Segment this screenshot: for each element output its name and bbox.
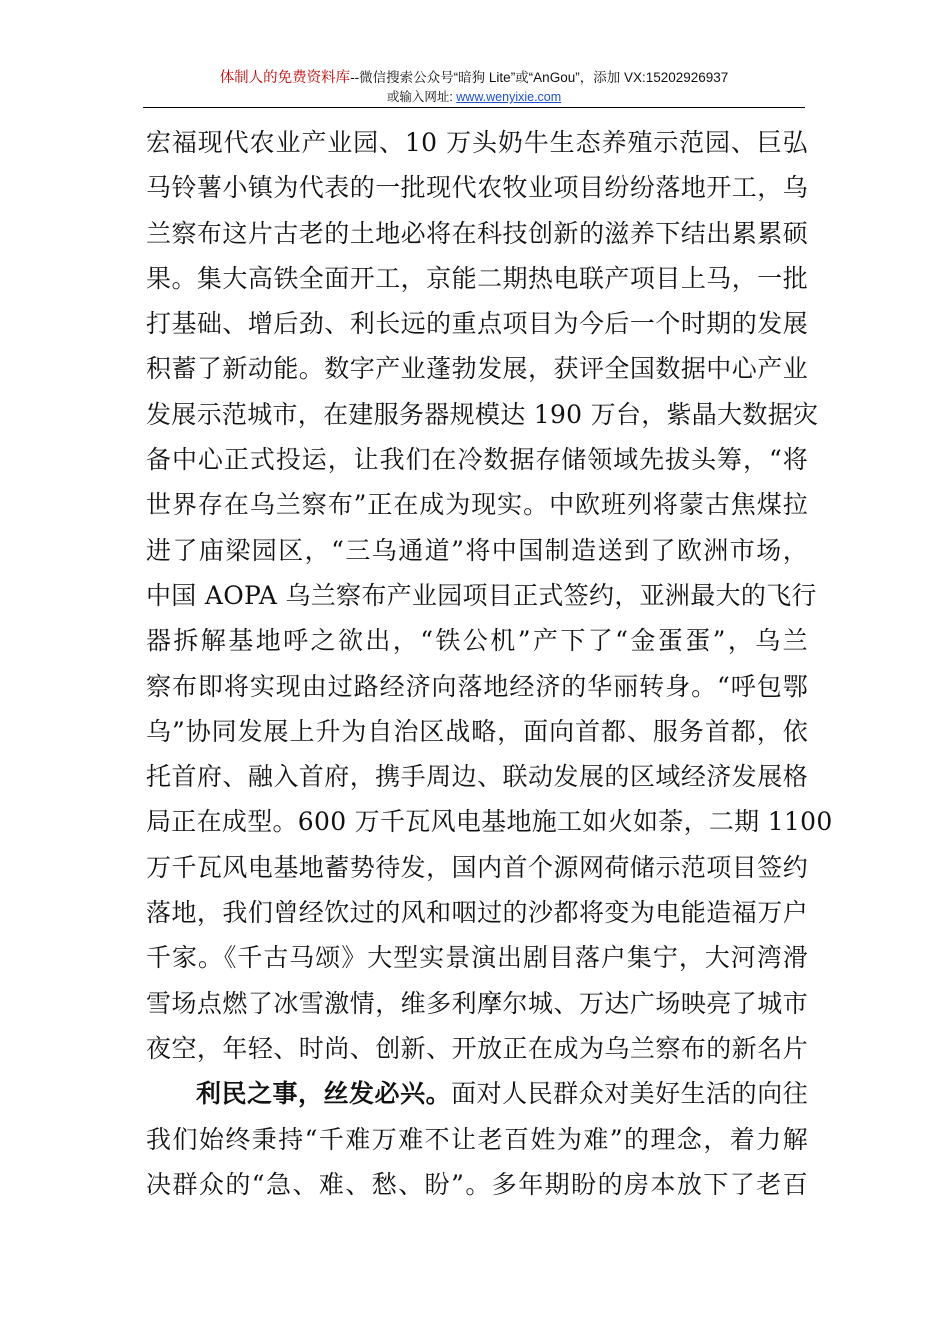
header-url-line	[143, 88, 805, 106]
text-line: 托首府、融入首府，携手周边、联动发展的区域经济发展格	[146, 762, 808, 792]
paragraph-lead-rest: 面对人民群众对美好生活的向往	[451, 1079, 808, 1109]
paragraph-lead: 利民之事，丝发必兴。	[196, 1079, 452, 1109]
text-line: 决群众的“急、难、愁、盼”。多年期盼的房本放下了老百	[146, 1169, 808, 1199]
header-url-link[interactable]: www.wenyixie.com	[456, 90, 562, 104]
header-divider	[143, 107, 805, 108]
page-header	[143, 68, 805, 106]
text-line: 万千瓦风电基地蓄势待发，国内首个源网荷储示范项目签约	[146, 852, 808, 882]
text-line: 宏福现代农业产业园、10 万头奶牛生态养殖示范园、巨弘	[146, 128, 808, 157]
text-line: 器拆解基地呼之欲出，“铁公机”产下了“金蛋蛋”，乌兰	[146, 626, 808, 656]
text-line: 乌”协同发展上升为自治区战略，面向首都、服务首都，依	[146, 716, 808, 746]
text-line: 雪场点燃了冰雪激情，维多利摩尔城、万达广场映亮了城市	[146, 988, 808, 1018]
header-contact: --微信搜索公众号“暗狗 Lite”或“AnGou”，添加 VX:15202926937	[350, 70, 729, 85]
document-body	[146, 120, 833, 1207]
text-line: 中国 AOPA 乌兰察布产业园项目正式签约，亚洲最大的飞行	[146, 580, 817, 610]
text-line: 进了庙梁园区，“三乌通道”将中国制造送到了欧洲市场，	[146, 535, 808, 565]
header-url-label: 或输入网址:	[386, 90, 453, 104]
text-line: 千家。《千古马颂》大型实景演出剧目落户集宁，大河湾滑	[146, 943, 808, 973]
text-line: 落地，我们曾经饮过的风和咽过的沙都将变为电能造福万户	[146, 898, 808, 928]
text-line: 果。集大高铁全面开工，京能二期热电联产项目上马，一批	[146, 263, 808, 293]
text-line: 夜空，年轻、时尚、创新、开放正在成为乌兰察布的新名片	[146, 1033, 808, 1063]
text-line: 备中心正式投运，让我们在冷数据存储领域先拔头筹，“将	[146, 445, 808, 475]
header-line	[143, 68, 805, 88]
text-line: 马铃薯小镇为代表的一批现代农牧业项目纷纷落地开工，乌	[146, 173, 808, 203]
text-line: 世界存在乌兰察布”正在成为现实。中欧班列将蒙古焦煤拉	[146, 490, 808, 520]
text-line: 兰察布这片古老的土地必将在科技创新的滋养下结出累累硕	[146, 218, 808, 248]
text-line: 局正在成型。600 万千瓦风电基地施工如火如荼，二期 1100	[146, 807, 833, 837]
paragraph-lead-line	[146, 1071, 808, 1116]
text-line: 积蓄了新动能。数字产业蓬勃发展，获评全国数据中心产业	[146, 354, 808, 384]
text-line: 察布即将实现由过路经济向落地经济的华丽转身。“呼包鄂	[146, 671, 808, 701]
header-brand: 体制人的免费资料库	[219, 70, 351, 86]
text-line: 我们始终秉持“千难万难不让老百姓为难”的理念，着力解	[146, 1124, 808, 1154]
text-line: 发展示范城市，在建服务器规模达 190 万台，紫晶大数据灾	[146, 399, 819, 429]
text-line: 打基础、增后劲、利长远的重点项目为今后一个时期的发展	[146, 309, 808, 339]
